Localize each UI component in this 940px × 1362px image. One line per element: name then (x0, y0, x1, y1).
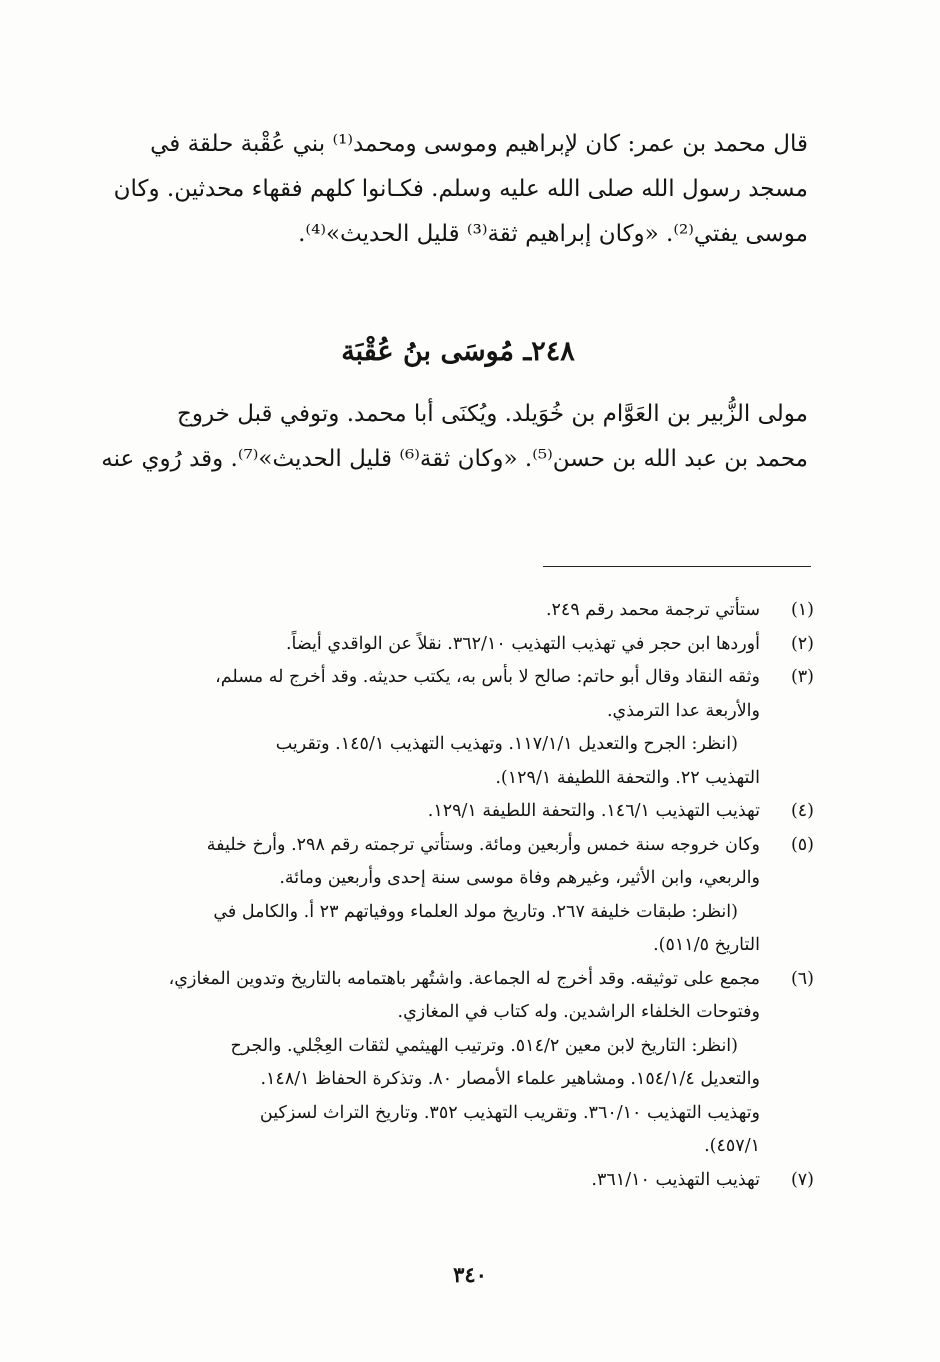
footnote-line: وثقه النقاد وقال أبو حاتم: صالح لا بأس به، يكتب حديثه. وقد أخرج له مسلم، (215, 667, 760, 687)
footnote-line: مجمع على توثيقه. وقد أخرج له الجماعة. واشتُهر باهتمامه بالتاريخ وتدوين المغازي، (168, 968, 760, 989)
body-line: مولى الزُّبير بن العَوَّام بن خُوَيلد. ويُكنَى أبا محمد. وتوفي قبل خروج (177, 401, 808, 427)
footnote-3 (110, 661, 814, 795)
body-paragraph-1 (108, 122, 808, 257)
footnote-number: (٤) (790, 801, 814, 821)
footnote-line: وكان خروجه سنة خمس وأربعين ومائة. وستأتي ترجمته رقم ٢٩٨. وأرخ خليفة (206, 834, 760, 855)
footnote-text (110, 661, 760, 795)
footnote-text (110, 795, 760, 829)
footnote-line: ستأتي ترجمة محمد رقم ٢٤٩. (545, 600, 760, 620)
footnote-number: (١) (790, 600, 814, 620)
footnote-4 (110, 795, 814, 829)
footnote-line: والأربعة عدا الترمذي. (606, 700, 760, 721)
body-paragraph-2 (101, 392, 808, 482)
footnote-number: (٦) (790, 968, 814, 989)
footnote-text (110, 829, 760, 963)
footnote-text (110, 628, 760, 662)
footnote-reference-line: التاريخ ٥١١/٥). (653, 935, 760, 955)
body-line: مسجد رسول الله صلى الله عليه وسلم. فكـانوا كلهم فقهاء محدثين. وكان (113, 176, 808, 202)
footnote-line: والربعي، وابن الأثير، وغيرهم وفاة موسى سنة إحدى وأربعين ومائة. (279, 868, 760, 888)
footnote-reference-line: والتعديل ١٥٤/١/٤. ومشاهير علماء الأمصار ٨٠. وتذكرة الحفاظ ١٤٨/١. (260, 1069, 760, 1089)
footnote-reference-line: ٤٥٧/١). (704, 1136, 760, 1156)
footnote-2 (110, 628, 814, 662)
footnote-reference-line: (انظر: التاريخ لابن معين ٥١٤/٢. وترتيب الهيثمي لثقات العِجْلي. والجرح (230, 1035, 738, 1056)
entry-heading: ٢٤٨ـ مُوسَى بنُ عُقْبَة (341, 336, 575, 367)
body-line: قال محمد بن عمر: كان لإبراهيم وموسى ومحمد⁽¹⁾ بني عُقْبة حلقة في (150, 131, 808, 157)
footnote-6 (110, 963, 814, 1164)
footnote-reference-line: التهذيب ٢٢. والتحفة اللطيفة ١٢٩/١). (495, 767, 760, 788)
page-number: ٣٤٠ (453, 1262, 487, 1287)
footnote-number: (٢) (790, 633, 814, 654)
footnote-text (110, 1164, 760, 1198)
footnote-line: تهذيب التهذيب ١٤٦/١. والتحفة اللطيفة ١٢٩/١. (427, 801, 760, 821)
footnote-5 (110, 829, 814, 963)
body-line: محمد بن عبد الله بن حسن⁽⁵⁾. «وكان ثقة⁽⁶⁾ قليل الحديث»⁽⁷⁾. وقد رُوي عنه (101, 446, 808, 472)
footnote-text (110, 594, 760, 628)
footnotes (110, 594, 814, 1197)
footnote-reference-line: وتهذيب التهذيب ٣٦٠/١٠. وتقريب التهذيب ٣٥٢. وتاريخ التراث لسزكين (259, 1102, 760, 1123)
footnote-7 (110, 1164, 814, 1198)
footnote-line: تهذيب التهذيب ٣٦١/١٠. (591, 1169, 760, 1190)
footnote-text (110, 963, 760, 1164)
footnote-reference-line: (انظر: الجرح والتعديل ١١٧/١/١. وتهذيب التهذيب ١٤٥/١. وتقريب (275, 734, 738, 754)
body-line: موسى يفتي⁽²⁾. «وكان إبراهيم ثقة⁽³⁾ قليل الحديث»⁽⁴⁾. (298, 221, 808, 247)
footnote-number: (٧) (790, 1169, 814, 1190)
footnote-1 (110, 594, 814, 628)
footnote-line: وفتوحات الخلفاء الراشدين. وله كتاب في المغازي. (397, 1002, 760, 1022)
footnote-number: (٣) (790, 667, 814, 687)
footnote-line: أوردها ابن حجر في تهذيب التهذيب ٣٦٢/١٠. نقلاً عن الواقدي أيضاً. (285, 633, 760, 654)
footnote-number: (٥) (790, 834, 814, 855)
footnote-separator (543, 566, 811, 567)
footnote-reference-line: (انظر: طبقات خليفة ٢٦٧. وتاريخ مولد العلماء ووفياتهم ٢٣ أ. والكامل في (213, 901, 738, 922)
